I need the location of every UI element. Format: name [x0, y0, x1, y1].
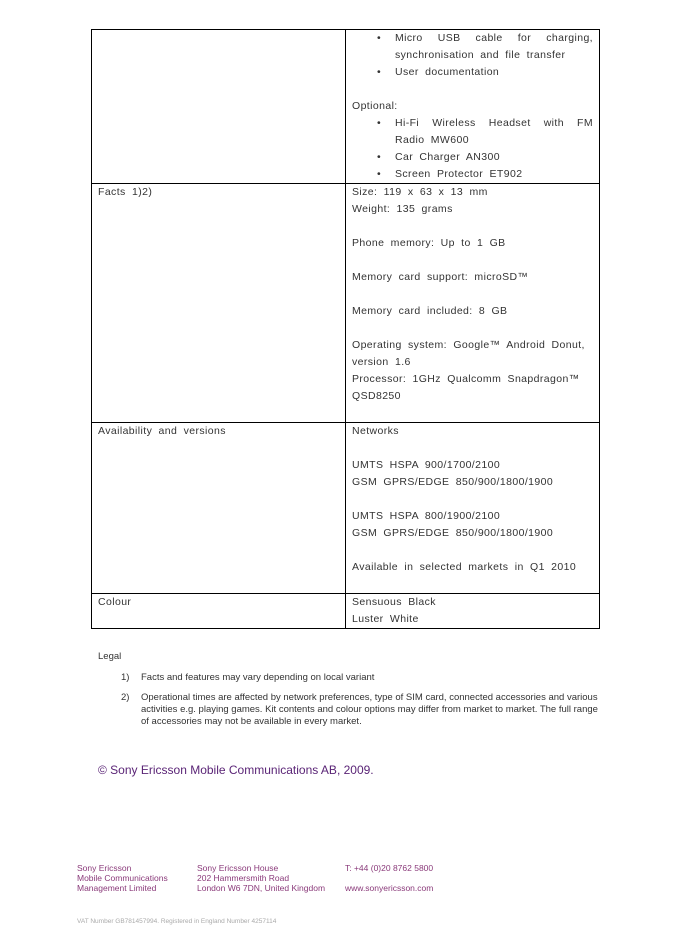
footer-line: Sony Ericsson House	[197, 863, 279, 873]
table-row	[92, 594, 600, 629]
spec-line: Weight: 135 grams	[352, 203, 453, 215]
spec-line: UMTS HSPA 800/1900/2100	[352, 510, 501, 522]
spec-line	[352, 218, 593, 235]
spec-line: version 1.6	[352, 356, 411, 368]
row-label: Availability and versions	[92, 423, 346, 594]
spec-table	[91, 29, 600, 629]
list-item: • Screen Protector ET902	[377, 166, 593, 183]
spec-line	[352, 252, 593, 269]
row-value	[346, 594, 600, 629]
spec-line: Operating system: Google™ Android Donut,	[352, 339, 585, 351]
legal-title: Legal	[98, 651, 122, 662]
optional-label: Optional:	[352, 100, 398, 112]
copyright-notice: © Sony Ericsson Mobile Communications AB, 2009.	[98, 763, 374, 777]
spec-line: Luster White	[352, 613, 419, 625]
legal-item-number: 1)	[121, 672, 130, 683]
footer-contact	[345, 863, 433, 893]
footer-line: Sony Ericsson	[77, 863, 132, 873]
legal-item-text: Operational times are affected by network preferences, type of SIM card, connected accessories and various activities e.g. playing games. Kit contents and colour options may differ from market to market. The full range of accessories may not be available in every market.	[141, 692, 598, 727]
list-item: • User documentation	[377, 64, 593, 81]
footer-website: www.sonyericsson.com	[345, 883, 434, 893]
spec-line	[352, 405, 593, 422]
legal-item	[98, 672, 598, 684]
row-label: Colour	[92, 594, 346, 629]
table-row	[92, 30, 600, 184]
legal-item-number: 2)	[121, 692, 130, 703]
kit-contents-list	[352, 30, 593, 81]
legal-item-text: Facts and features may vary depending on local variant	[141, 672, 375, 683]
vat-registration: VAT Number GB781457994. Registered in England Number 4257114	[77, 918, 277, 925]
spec-line: Sensuous Black	[352, 596, 436, 608]
spec-line	[352, 320, 593, 337]
spec-line	[352, 491, 593, 508]
spec-line	[352, 286, 593, 303]
footer-phone: T: +44 (0)20 8762 5800	[345, 863, 434, 873]
spec-line: GSM GPRS/EDGE 850/900/1800/1900	[352, 476, 554, 488]
table-row	[92, 423, 600, 594]
list-item: • Car Charger AN300	[377, 149, 593, 166]
list-item: • Hi-Fi Wireless Headset with FM Radio MW600	[377, 115, 593, 149]
spec-line: Memory card included: 8 GB	[352, 305, 508, 317]
row-value	[346, 30, 600, 184]
optional-accessories-list	[352, 115, 593, 183]
legal-item	[98, 692, 598, 728]
footer-line: Mobile Communications	[77, 873, 168, 883]
row-label: Facts 1)2)	[92, 184, 346, 423]
footer-address	[197, 863, 325, 893]
spec-line: UMTS HSPA 900/1700/2100	[352, 459, 501, 471]
row-label	[92, 30, 346, 184]
footer-line: London W6 7DN, United Kingdom	[197, 883, 326, 893]
footer-company	[77, 863, 168, 893]
spec-line: QSD8250	[352, 390, 401, 402]
footer-line: 202 Hammersmith Road	[197, 873, 290, 883]
spec-line: Memory card support: microSD™	[352, 271, 529, 283]
table-row	[92, 184, 600, 423]
spec-line	[352, 542, 593, 559]
legal-section	[98, 651, 598, 736]
spec-line: Available in selected markets in Q1 2010	[352, 561, 577, 573]
spec-line: Size: 119 x 63 x 13 mm	[352, 186, 488, 198]
row-value	[346, 423, 600, 594]
spec-line: Phone memory: Up to 1 GB	[352, 237, 506, 249]
spec-line: Processor: 1GHz Qualcomm Snapdragon™	[352, 373, 580, 385]
row-value	[346, 184, 600, 423]
spec-line: GSM GPRS/EDGE 850/900/1800/1900	[352, 527, 554, 539]
list-item: • Micro USB cable for charging, synchronisation and file transfer	[377, 30, 593, 64]
spec-line	[352, 440, 593, 457]
spec-line: Networks	[352, 425, 399, 437]
footer-line: Management Limited	[77, 883, 157, 893]
spec-line	[352, 576, 593, 593]
